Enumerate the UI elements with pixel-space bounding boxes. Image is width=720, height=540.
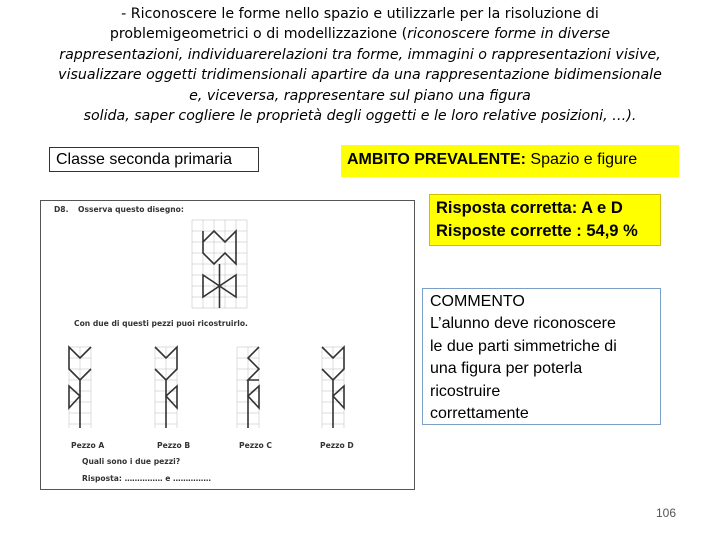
exercise-question: Con due di questi pezzi puoi ricostruirlo. — [74, 319, 248, 328]
piece-d-label: Pezzo D — [320, 441, 354, 450]
exercise-answer-line: Risposta: …………… e …………… — [82, 474, 211, 483]
piece-a-label: Pezzo A — [71, 441, 105, 450]
ambito-badge — [341, 145, 679, 177]
exercise-number: D8. — [54, 205, 69, 214]
class-label: Classe seconda primaria — [49, 147, 259, 172]
page-number: 106 — [656, 506, 677, 520]
ambito-value: Spazio e figure — [525, 151, 638, 168]
header-line-4: visualizzare oggetti tridimensionali apartire da una rappresentazione bidimensionale — [58, 67, 662, 84]
header-line-3: rappresentazioni, individuarerelazioni tra forme, immagini o rappresentazioni visive, — [59, 46, 661, 63]
comment-line-3: una figura per poterla — [430, 360, 583, 378]
ambito-label: AMBITO PREVALENTE: — [347, 151, 526, 168]
exercise-ask: Quali sono i due pezzi? — [82, 457, 181, 466]
piece-b-label: Pezzo B — [157, 441, 191, 450]
answer-box — [429, 194, 661, 246]
comment-line-2: le due parti simmetriche di — [430, 337, 617, 355]
header-line-5: e, viceversa, rappresentare sul piano una figura — [189, 87, 531, 104]
header-line-6: solida, saper cogliere le proprietà degli oggetti e le loro relative posizioni, …). — [83, 108, 637, 125]
header-line-1: - Riconoscere le forme nello spazio e utilizzarle per la risoluzione di — [121, 6, 599, 22]
comment-line-5: correttamente — [430, 405, 529, 423]
comment-box — [422, 288, 661, 425]
exercise-prompt: Osserva questo disegno: — [78, 205, 184, 214]
objective-header — [10, 4, 710, 126]
comment-line-1: L’alunno deve riconoscere — [430, 315, 616, 333]
comment-title: COMMENTO — [430, 293, 525, 310]
header-line-2: problemigeometrici o di modellizzazione (riconoscere forme in diverse — [109, 26, 611, 43]
exercise-figure — [40, 200, 415, 490]
correct-answer: Risposta corretta: A e D — [436, 199, 623, 217]
comment-line-4: ricostruire — [430, 382, 501, 400]
piece-c-label: Pezzo C — [239, 441, 272, 450]
correct-rate: Risposte corrette : 54,9 % — [436, 222, 638, 240]
